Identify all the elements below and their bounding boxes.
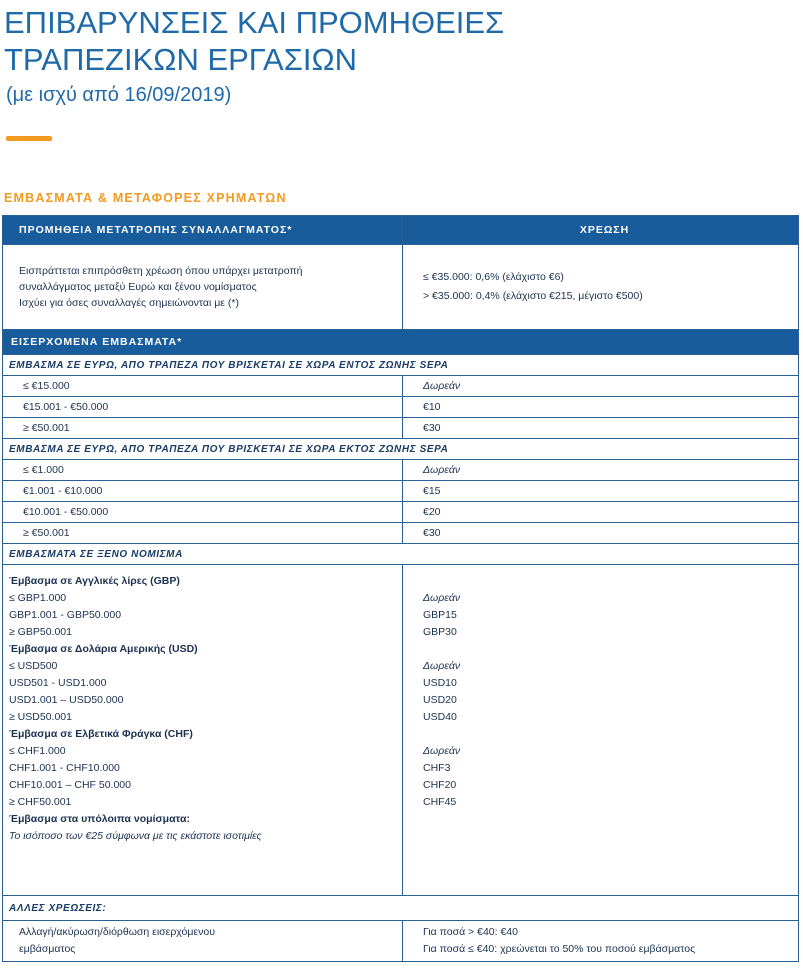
table-row xyxy=(3,418,799,439)
desc-line: Αλλαγή/ακύρωση/διόρθωση εισερχόμενου xyxy=(19,926,215,938)
range-line: CHF10.001 – CHF 50.000 xyxy=(9,779,131,791)
range-cell: €1.001 - €10.000 xyxy=(3,481,403,502)
range-cell: ≥ €50.001 xyxy=(3,523,403,544)
other-charges-title: ΑΛΛΕΣ ΧΡΕΩΣΕΙΣ: xyxy=(3,896,799,921)
desc-line: εμβάσματος xyxy=(19,943,76,955)
conversion-desc-line: συναλλάγματος μεταξύ Ευρώ και ξένου νομίσματος xyxy=(19,281,257,293)
fee-cell: Δωρεάν xyxy=(403,460,799,481)
table-row xyxy=(3,460,799,481)
fee-cell: €15 xyxy=(403,481,799,502)
fee-line: GBP30 xyxy=(423,626,457,638)
range-cell: €10.001 - €50.000 xyxy=(3,502,403,523)
conversion-charge-line: > €35.000: 0,4% (ελάχιστο €215, μέγιστο €500) xyxy=(423,290,643,302)
foreign-title: ΕΜΒΑΣΜΑΤΑ ΣΕ ΞΕΝΟ ΝΟΜΙΣΜΑ xyxy=(3,544,799,565)
effective-date-subtitle: (με ισχύ από 16/09/2019) xyxy=(6,84,232,106)
fee-line: CHF3 xyxy=(423,762,451,774)
fee-line: Δωρεάν xyxy=(423,660,461,672)
fee-line: Δωρεάν xyxy=(423,745,461,757)
page-title xyxy=(4,4,504,78)
subsection-row xyxy=(3,544,799,565)
fee-cell: Δωρεάν xyxy=(403,376,799,397)
fee-cell: €10 xyxy=(403,397,799,418)
gbp-title: Έμβασμα σε Αγγλικές λίρες (GBP) xyxy=(9,575,180,587)
table-row xyxy=(3,481,799,502)
fee-line: CHF45 xyxy=(423,796,457,808)
range-cell: ≥ €50.001 xyxy=(3,418,403,439)
range-line: CHF1.001 - CHF10.000 xyxy=(9,762,120,774)
range-line: ≤ GBP1.000 xyxy=(9,592,67,604)
fee-line: GBP15 xyxy=(423,609,457,621)
sepa-out-title: ΕΜΒΑΣΜΑ ΣΕ ΕΥΡΩ, ΑΠΟ ΤΡΑΠΕΖΑ ΠΟΥ ΒΡΙΣΚΕΤΑΙ ΣΕ ΧΩΡΑ ΕΚΤΟΣ ΖΩΝΗΣ SEPA xyxy=(3,439,799,460)
foreign-ranges xyxy=(3,565,403,896)
range-line: ≤ USD500 xyxy=(9,660,58,672)
chf-title: Έμβασμα σε Ελβετικά Φράγκα (CHF) xyxy=(9,728,193,740)
fee-line: USD20 xyxy=(423,694,457,706)
fee-line: Για ποσά ≤ €40: χρεώνεται το 50% του ποσού εμβάσματος xyxy=(423,943,696,955)
other-charges-row xyxy=(3,921,799,962)
fee-line: CHF20 xyxy=(423,779,457,791)
section-title: ΕΜΒΑΣΜΑΤΑ & ΜΕΤΑΦΟΡΕΣ ΧΡΗΜΑΤΩΝ xyxy=(4,191,287,205)
table-row xyxy=(3,502,799,523)
other-charges-fees xyxy=(403,921,799,962)
title-line-1: ΕΠΙΒΑΡΥΝΣΕΙΣ ΚΑΙ ΠΡΟΜΗΘΕΙΕΣ xyxy=(4,5,505,40)
other-currencies-note: Το ισόποσο των €25 σύμφωνα με τις εκάστοτε ισοτιμίες xyxy=(9,830,262,842)
fee-cell: €30 xyxy=(403,523,799,544)
conversion-description xyxy=(3,245,403,330)
fees-table xyxy=(2,215,799,962)
foreign-fees xyxy=(403,565,799,896)
fee-line: USD40 xyxy=(423,711,457,723)
range-line: ≥ GBP50.001 xyxy=(9,626,72,638)
conversion-header-row xyxy=(3,216,799,245)
conversion-charges xyxy=(403,245,799,330)
fee-cell: €20 xyxy=(403,502,799,523)
incoming-header-row xyxy=(3,330,799,355)
other-charges-desc xyxy=(3,921,403,962)
range-line: GBP1.001 - GBP50.000 xyxy=(9,609,122,621)
table-row xyxy=(3,397,799,418)
conversion-header-left: ΠΡΟΜΗΘΕΙΑ ΜΕΤΑΤΡΟΠΗΣ ΣΥΝΑΛΛΑΓΜΑΤΟΣ* xyxy=(3,216,403,245)
incoming-header: ΕΙΣΕΡΧΟΜΕΝΑ ΕΜΒΑΣΜΑΤΑ* xyxy=(3,330,799,355)
conversion-charge-line: ≤ €35.000: 0,6% (ελάχιστο €6) xyxy=(423,271,564,283)
fee-line: Δωρεάν xyxy=(423,592,461,604)
range-cell: €15.001 - €50.000 xyxy=(3,397,403,418)
table-row xyxy=(3,376,799,397)
range-cell: ≤ €1.000 xyxy=(3,460,403,481)
fee-cell: €30 xyxy=(403,418,799,439)
fee-line: Για ποσά > €40: €40 xyxy=(423,926,518,938)
conversion-header-right: ΧΡΕΩΣΗ xyxy=(403,216,799,245)
title-accent-bar xyxy=(6,136,52,141)
subsection-row xyxy=(3,355,799,376)
range-line: USD501 - USD1.000 xyxy=(9,677,107,689)
conversion-row xyxy=(3,245,799,330)
subsection-row xyxy=(3,439,799,460)
range-line: USD1.001 – USD50.000 xyxy=(9,694,124,706)
range-line: ≤ CHF1.000 xyxy=(9,745,66,757)
table-row xyxy=(3,523,799,544)
range-cell: ≤ €15.000 xyxy=(3,376,403,397)
conversion-desc-line: Ισχύει για όσες συναλλαγές σημειώνονται με (*) xyxy=(19,297,239,309)
range-line: ≥ CHF50.001 xyxy=(9,796,72,808)
usd-title: Έμβασμα σε Δολάρια Αμερικής (USD) xyxy=(9,643,198,655)
foreign-currency-row xyxy=(3,565,799,896)
range-line: ≥ USD50.001 xyxy=(9,711,72,723)
fee-line: USD10 xyxy=(423,677,457,689)
other-currencies-title: Έμβασμα στα υπόλοιπα νομίσματα: xyxy=(9,813,190,825)
sepa-in-title: ΕΜΒΑΣΜΑ ΣΕ ΕΥΡΩ, ΑΠΟ ΤΡΑΠΕΖΑ ΠΟΥ ΒΡΙΣΚΕΤΑΙ ΣΕ ΧΩΡΑ ΕΝΤΟΣ ΖΩΝΗΣ SEPA xyxy=(3,355,799,376)
title-line-2: ΤΡΑΠΕΖΙΚΩΝ ΕΡΓΑΣΙΩΝ xyxy=(4,42,358,77)
conversion-desc-line: Εισπράττεται επιπρόσθετη χρέωση όπου υπάρχει μετατροπή xyxy=(19,265,303,277)
subsection-row xyxy=(3,896,799,921)
